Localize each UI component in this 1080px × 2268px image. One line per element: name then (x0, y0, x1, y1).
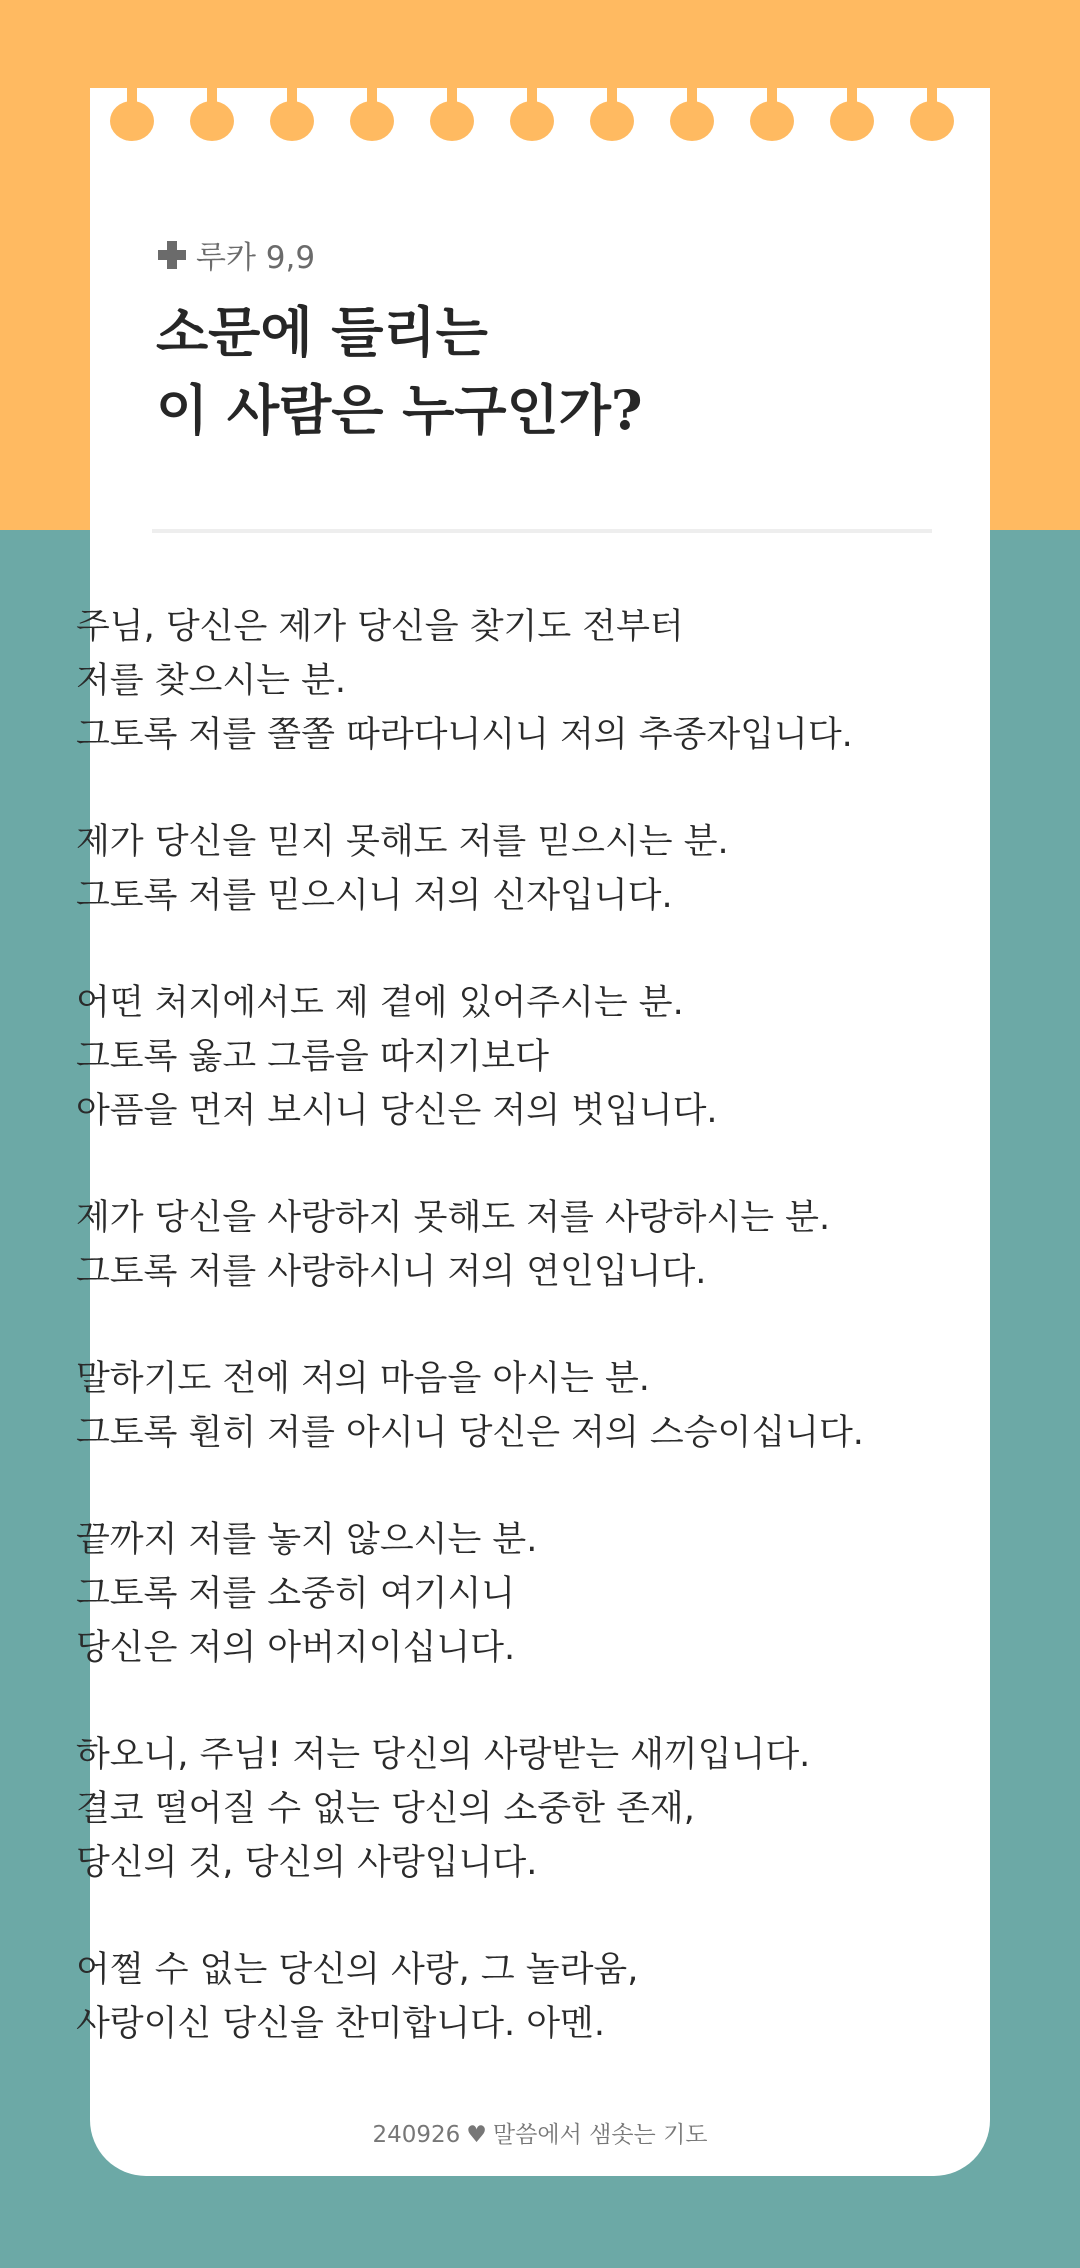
cross-icon (158, 241, 186, 269)
prayer-line: 저를 찾으시는 분. (76, 661, 347, 701)
prayer-line: 주님, 당신은 제가 당신을 찾기도 전부터 (76, 607, 684, 647)
title-line: 이 사람은 누구인가? (156, 378, 643, 442)
prayer-line: 끝까지 저를 놓지 않으시는 분. (76, 1520, 538, 1560)
binding-hole (750, 101, 794, 141)
stanza (76, 976, 888, 1138)
divider (152, 529, 932, 533)
binding-hole (910, 101, 954, 141)
stanza (76, 1191, 888, 1299)
stanza (76, 1943, 888, 2051)
stanza (76, 600, 888, 762)
prayer-line: 제가 당신을 사랑하지 못해도 저를 사랑하시는 분. (76, 1198, 831, 1238)
binding-hole (270, 101, 314, 141)
prayer-line: 그토록 저를 사랑하시니 저의 연인입니다. (76, 1252, 707, 1292)
binding-hole (830, 101, 874, 141)
verse-reference-text: 루카 9,9 (196, 240, 316, 276)
prayer-line: 당신은 저의 아버지이십니다. (76, 1628, 516, 1668)
title-line: 소문에 들리는 (156, 300, 488, 364)
footer (90, 2116, 990, 2149)
binding-hole (590, 101, 634, 141)
prayer-line: 결코 떨어질 수 없는 당신의 소중한 존재, (76, 1789, 695, 1829)
binding-hole (510, 101, 554, 141)
stanza (76, 1728, 888, 1890)
page-title (156, 293, 936, 449)
prayer-line: 그토록 저를 소중히 여기시니 (76, 1574, 516, 1614)
stanza (76, 815, 888, 923)
heart-icon: ♥ (466, 2122, 487, 2148)
prayer-line: 그토록 저를 믿으시니 저의 신자입니다. (76, 876, 673, 916)
binding-hole (110, 101, 154, 141)
prayer-line: 그토록 훤히 저를 아시니 당신은 저의 스승이십니다. (76, 1413, 864, 1453)
binding-hole (350, 101, 394, 141)
stanza (76, 1513, 888, 1675)
binding-hole (430, 101, 474, 141)
prayer-body (76, 600, 888, 2104)
prayer-line: 사랑이신 당신을 찬미합니다. 아멘. (76, 2004, 605, 2044)
footer-date: 240926 (372, 2122, 461, 2148)
prayer-line: 하오니, 주님! 저는 당신의 사랑받는 새끼입니다. (76, 1735, 811, 1775)
footer-source: 말씀에서 샘솟는 기도 (492, 2122, 708, 2148)
prayer-line: 제가 당신을 믿지 못해도 저를 믿으시는 분. (76, 822, 729, 862)
verse-reference (158, 232, 315, 277)
stanza (76, 1352, 888, 1460)
prayer-line: 그토록 저를 쫄쫄 따라다니시니 저의 추종자입니다. (76, 715, 853, 755)
prayer-line: 어떤 처지에서도 제 곁에 있어주시는 분. (76, 983, 684, 1023)
prayer-line: 당신의 것, 당신의 사랑입니다. (76, 1843, 538, 1883)
binding-hole (670, 101, 714, 141)
binding-holes (90, 88, 990, 148)
prayer-line: 말하기도 전에 저의 마음을 아시는 분. (76, 1359, 650, 1399)
prayer-line: 어쩔 수 없는 당신의 사랑, 그 놀라움, (76, 1950, 639, 1990)
prayer-line: 그토록 옳고 그름을 따지기보다 (76, 1037, 549, 1077)
binding-hole (190, 101, 234, 141)
prayer-line: 아픔을 먼저 보시니 당신은 저의 벗입니다. (76, 1091, 718, 1131)
